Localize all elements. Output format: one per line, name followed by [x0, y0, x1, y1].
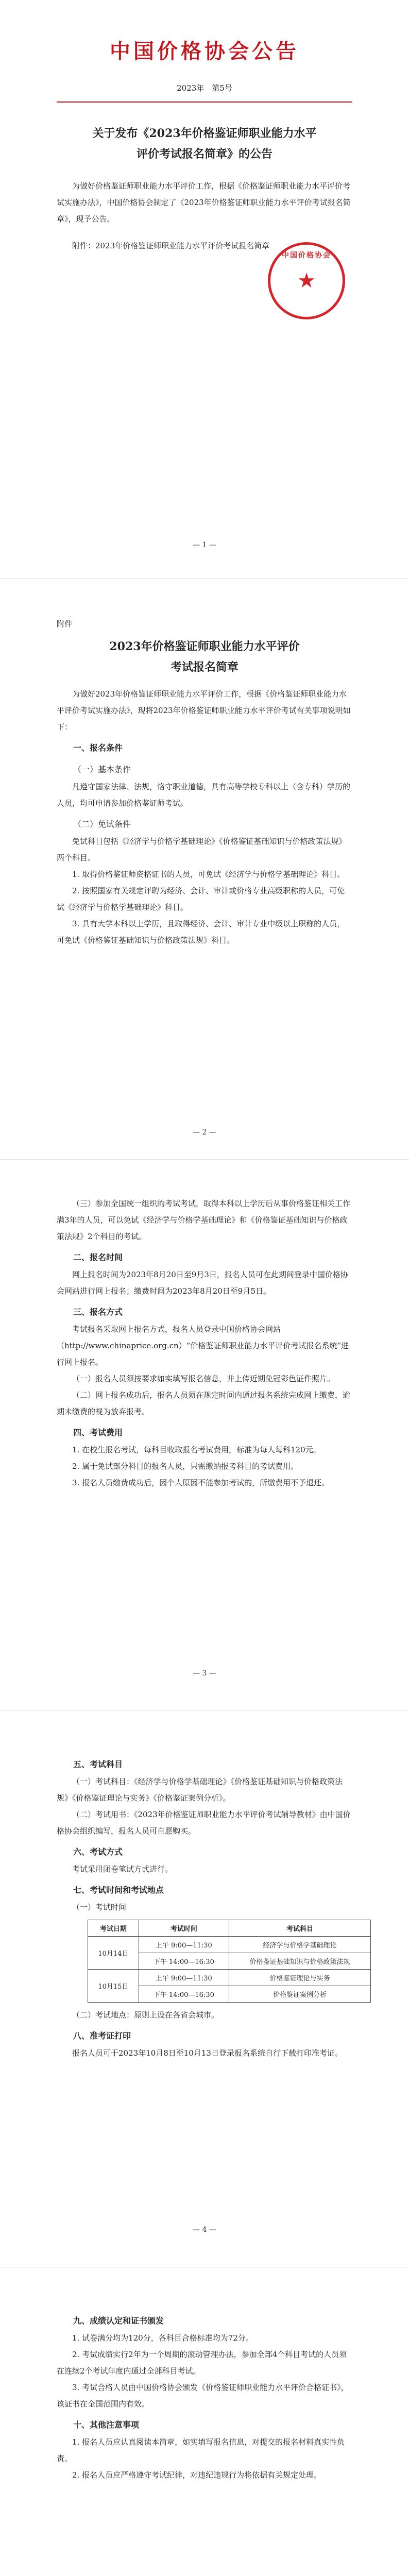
table-header-cell: 考试科目 — [229, 1920, 370, 1937]
page-separator — [0, 1710, 409, 1711]
announcement-body: 为做好价格鉴证师职业能力水平评价工作，根据《价格鉴证师职业能力水平评价考试实施办法》，中国价格协会制定了《2023年价格鉴证师职业能力水平评价考试报名简章》，现予公告。 — [57, 181, 351, 224]
section-heading: 四、考试费用 — [73, 1428, 123, 1437]
paragraph: （三）参加全国统一组织的考试考试，取得本科以上学历后从事价格鉴证相关工作满3年的人员，可以免试《经济学与价格学基础理论》和《价格鉴证基础知识与价格政策法规》2个科目的考试。 — [57, 1199, 351, 1241]
subsection-heading: （二）免试条件 — [73, 819, 131, 829]
paragraph: 2. 考试成绩实行2年为一个周期的滚动管理办法，参加全部4个科目考试的人员须在连续2个考试年度内通过全部科目考试。 — [57, 2350, 347, 2376]
paragraph: 2. 按照国家有关规定评聘为经济、会计、审计或价格专业高级职称的人员，可免试《经济学与价格学基础理论》科目。 — [57, 886, 345, 912]
page-5 — [0, 2308, 409, 2483]
star-icon: ★ — [297, 269, 316, 293]
page-number: — 2 — — [193, 1128, 216, 1137]
page-1 — [0, 36, 409, 254]
table-header-cell: 考试日期 — [88, 1920, 139, 1937]
paragraph: 2. 属于免试部分科目的报名人员，只需缴纳报考科目的考试费用。 — [72, 1462, 299, 1471]
paragraph: （一）考试时间 — [72, 1903, 127, 1912]
paragraph: （一）报名人员须按要求如实填写报名信息，并上传近期免冠彩色证件照片。 — [72, 1374, 335, 1383]
paragraph: （一）考试科目：《经济学与价格学基础理论》《价格鉴证基础知识与价格政策法规》《价格鉴证理论与实务》《价格鉴证案例分析》。 — [57, 1777, 343, 1803]
official-seal: 中国价格协会 ★ — [268, 242, 345, 319]
section-heading: 六、考试方式 — [73, 1847, 123, 1857]
exam-schedule-table — [88, 1920, 371, 2003]
paragraph: 网上报名时间为2023年8月20日至9月3日，报名人员可在此期间登录中国价格协会网站进行网上报名；缴费时间为2023年8月20日至9月5日。 — [57, 1270, 348, 1296]
paragraph: 3. 报名人员缴费成功后，因个人原因不能参加考试的，所缴费用不予退还。 — [72, 1478, 330, 1487]
section-heading: 七、考试时间和考试地点 — [73, 1885, 164, 1895]
paragraph: （二）考试用书：《2023年价格鉴证师职业能力水平评价考试辅导教材》由中国价格协会组织编写，报名人员可自愿购买。 — [57, 1810, 351, 1836]
table-cell: 经济学与价格学基础理论 — [229, 1937, 370, 1953]
table-cell: 下午 14:00—16:30 — [139, 1953, 229, 1970]
announcement-title-2: 评价考试报名简章》的公告 — [136, 147, 272, 161]
page-number: — 4 — — [193, 2226, 216, 2234]
section-heading: 五、考试科目 — [73, 1759, 123, 1769]
paragraph: 免试科目包括《经济学与价格学基础理论》《价格鉴证基础知识与价格政策法规》两个科目。 — [57, 837, 347, 862]
table-header-cell: 考试时间 — [139, 1920, 229, 1937]
paragraph: 1. 试卷满分均为120分，各科目合格标准均为72分。 — [72, 2333, 253, 2343]
page-2 — [0, 618, 409, 948]
attachment-line: 附件：2023年价格鉴证师职业能力水平评价考试报名简章 — [72, 241, 270, 250]
paragraph: 凡遵守国家法律、法规，恪守职业道德，具有高等学校专科以上（含专科）学历的人员，均可申请参加价格鉴证师考试。 — [57, 782, 351, 808]
paragraph: （二）考试地点：原则上设在各省会城市。 — [72, 2010, 219, 2020]
appendix-title: 2023年价格鉴证师职业能力水平评价 — [109, 640, 300, 653]
paragraph: 考试采用闭卷笔试方式进行。 — [72, 1865, 173, 1874]
table-row — [88, 1970, 371, 1986]
table-row — [88, 1937, 371, 1953]
page-3 — [0, 1195, 409, 1491]
section-heading: 十、其他注意事项 — [73, 2420, 140, 2430]
section-heading: 二、报名时间 — [73, 1252, 123, 1262]
section-heading: 九、成绩认定和证书颁发 — [73, 2316, 164, 2326]
section-heading: 一、报名条件 — [73, 743, 123, 753]
page-number: — 3 — — [193, 1669, 216, 1677]
paragraph: 3. 具有大学本科以上学历，且取得经济、会计、审计专业中级以上职称的人员，可免试《价格鉴证基础知识与价格政策法规》科目。 — [57, 919, 345, 945]
issue-number: 2023年 第5号 — [177, 83, 232, 93]
paragraph: 报名人员可于2023年10月8日至10月13日登录报名系统自行下载打印准考证。 — [72, 2048, 343, 2058]
paragraph: 考试报名采取网上报名方式，报名人员登录中国价格协会网站（http://www.chinaprice.org.cn）“价格鉴证师职业能力水平评价考试报名系统”进行网上报名。 — [57, 1325, 349, 1367]
paragraph: 1. 在校生报名考试，每科目收取报名考试费用，标准为每人每科120元。 — [72, 1445, 321, 1454]
org-title: 中国价格协会公告 — [110, 39, 299, 63]
page-4 — [0, 1752, 409, 2061]
page-number: — 1 — — [193, 541, 216, 549]
section-heading: 八、准考证打印 — [73, 2031, 131, 2041]
page-separator — [0, 1159, 409, 1160]
table-cell: 10月14日 — [88, 1937, 139, 1970]
table-cell: 价格鉴证基础知识与价格政策法规 — [229, 1953, 370, 1970]
table-cell: 10月15日 — [88, 1970, 139, 2003]
table-cell: 上午 9:00—11:30 — [139, 1937, 229, 1953]
table-cell: 价格鉴证案例分析 — [229, 1986, 370, 2003]
appendix-title-2: 考试报名简章 — [170, 660, 238, 674]
table-cell: 价格鉴证理论与实务 — [229, 1970, 370, 1986]
paragraph: 1. 取得价格鉴证师资格证书的人员，可免试《经济学与价格学基础理论》科目。 — [72, 870, 345, 879]
paragraph: （二）网上报名成功后，报名人员须在规定时间内通过报名系统完成网上缴费，逾期未缴费的视为放弃报考。 — [57, 1391, 351, 1416]
appendix-label: 附件 — [57, 619, 73, 629]
table-header-row — [88, 1920, 371, 1937]
page-separator — [0, 578, 409, 579]
table-cell: 下午 14:00—16:30 — [139, 1986, 229, 2003]
table-cell: 上午 9:00—11:30 — [139, 1970, 229, 1986]
section-heading: 三、报名方式 — [73, 1307, 123, 1317]
paragraph: 3. 考试合格人员由中国价格协会颁发《价格鉴证师职业能力水平评价合格证书》，该证书在全国范围内有效。 — [57, 2383, 349, 2409]
appendix-intro: 为做好2023年价格鉴证师职业能力水平评价工作，根据《价格鉴证师职业能力水平评价考试实施办法》，现将2023年价格鉴证师职业能力水平评价考试有关事项说明如下： — [57, 689, 351, 732]
paragraph: 1. 报名人员应认真阅读本简章，如实填写报名信息，对提交的报名材料真实性负责。 — [57, 2437, 345, 2463]
subsection-heading: （一）基本条件 — [73, 765, 131, 774]
announcement-title: 关于发布《2023年价格鉴证师职业能力水平 — [92, 127, 317, 140]
paragraph: 2. 报名人员应严格遵守考试纪律，对违纪违规行为将依据有关规定处理。 — [72, 2470, 322, 2480]
